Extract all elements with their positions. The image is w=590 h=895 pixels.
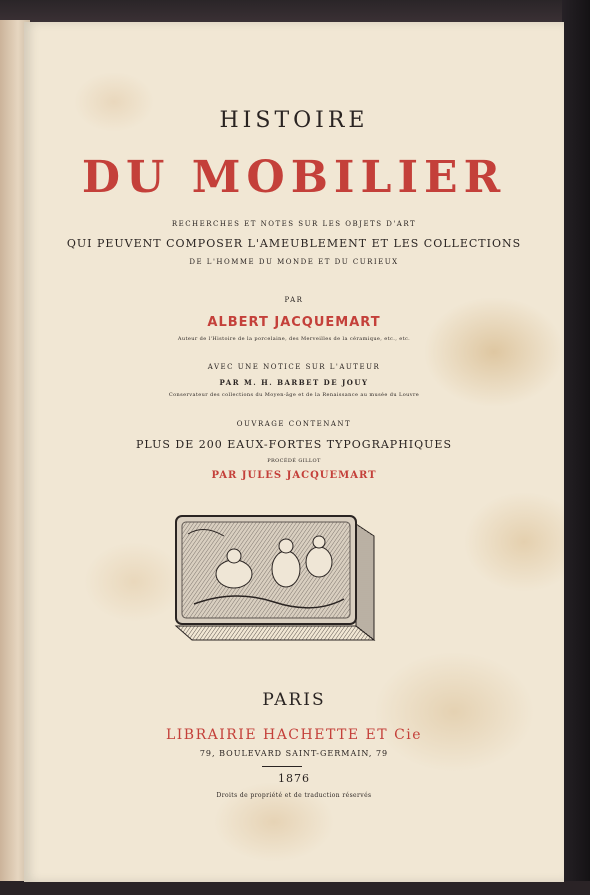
- author-name: ALBERT JACQUEMART: [207, 315, 381, 330]
- title-histoire: HISTOIRE: [219, 108, 369, 133]
- notice-author: PAR M. H. BARBET DE JOUY: [219, 378, 369, 387]
- publication-year: 1876: [278, 772, 310, 785]
- publisher-address: 79, BOULEVARD SAINT-GERMAIN, 79: [199, 749, 389, 758]
- publication-city: PARIS: [262, 690, 326, 710]
- book-binding-bottom: [0, 881, 590, 895]
- engraved-box-illustration: [174, 514, 378, 642]
- subtitle-line-3: DE L'HOMME DU MONDE ET DU CURIEUX: [189, 258, 399, 266]
- author-credits: Auteur de l'Histoire de la porcelaine, des Merveilles de la céramique, etc., etc.: [177, 336, 411, 342]
- title-du-mobilier: DU MOBILIER: [81, 152, 507, 203]
- content-description: PLUS DE 200 EAUX-FORTES TYPOGRAPHIQUES: [135, 438, 452, 451]
- divider-rule: [262, 766, 302, 767]
- book-binding-top: [0, 0, 590, 22]
- par-label: PAR: [284, 296, 304, 304]
- etcher-name: PAR JULES JACQUEMART: [211, 470, 377, 481]
- process-label: PROCÉDÉ GILLOT: [267, 458, 321, 464]
- subtitle-line-1: RECHERCHES ET NOTES SUR LES OBJETS D'ART: [171, 220, 417, 228]
- rights-notice: Droits de propriété et de traduction réservés: [216, 792, 372, 799]
- content-intro: OUVRAGE CONTENANT: [236, 420, 352, 428]
- notice-author-credits: Conservateur des collections du Moyen-âge et de la Renaissance au musée du Louvre: [168, 392, 420, 398]
- publisher-name: LIBRAIRIE HACHETTE ET Cie: [165, 727, 423, 743]
- book-binding-right: [562, 0, 590, 895]
- subtitle-line-2: QUI PEUVENT COMPOSER L'AMEUBLEMENT ET LES COLLECTIONS: [66, 237, 522, 250]
- notice-label: AVEC UNE NOTICE SUR L'AUTEUR: [207, 363, 381, 371]
- title-page: [24, 22, 564, 882]
